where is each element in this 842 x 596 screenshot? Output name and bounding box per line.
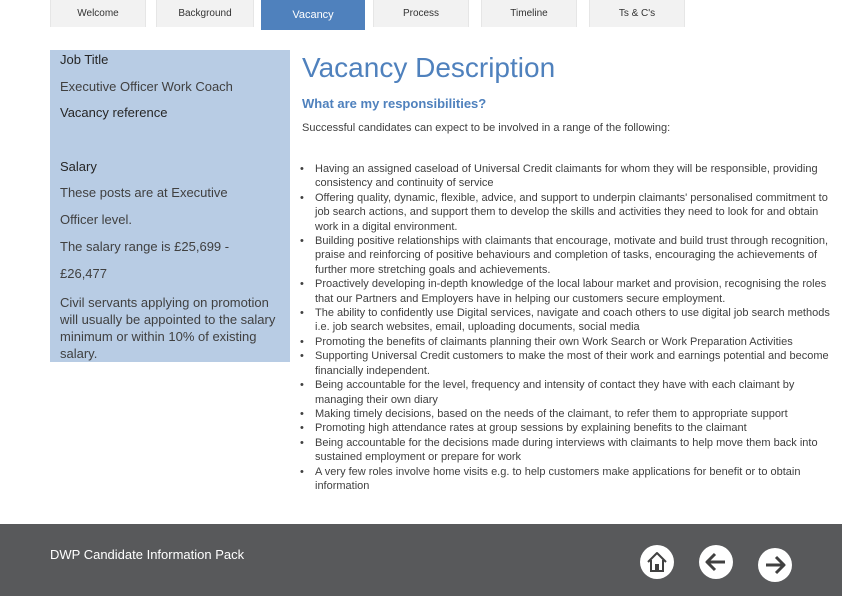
- vacancy-reference-heading: Vacancy reference: [60, 105, 168, 120]
- list-item: • Having an assigned caseload of Universal Credit claimants for whom they will be responsible, providing consistency and continuity of service: [297, 162, 832, 191]
- home-icon: [645, 550, 669, 574]
- promotion-salary-note: Civil servants applying on promotion will usually be appointed to the salary minimum or within 10% of existing salary.: [60, 295, 276, 361]
- responsibilities-list: [297, 162, 832, 493]
- list-item: • Being accountable for the level, frequency and intensity of contact they have with each claimant by managing their own diary: [297, 378, 832, 407]
- list-item: • Being accountable for the decisions made during interviews with claimants to help move them back into sustained employment or prepare for work: [297, 436, 832, 465]
- list-item: • The ability to confidently use Digital services, navigate and coach others to use digital job search methods i.e. job search websites, email, uploading documents, social media: [297, 306, 832, 335]
- home-button[interactable]: [640, 545, 674, 579]
- next-arrow-icon: [762, 552, 788, 578]
- responsibilities-heading: What are my responsibilities?: [302, 96, 487, 111]
- list-item: • Building positive relationships with claimants that encourage, motivate and build trust through recognition, praise and reinforcing of positive behaviours and completion of tasks, encouraging the achievements of further more stretching goals and achievements.: [297, 234, 832, 277]
- list-item: • Promoting the benefits of claimants planning their own Work Search or Work Preparation Activities: [297, 335, 832, 349]
- tab-terms-conditions[interactable]: Ts & C's: [589, 0, 685, 27]
- tab-process[interactable]: Process: [373, 0, 469, 27]
- page-title: Vacancy Description: [302, 52, 556, 83]
- tab-background[interactable]: Background: [156, 0, 254, 27]
- list-item: • Offering quality, dynamic, flexible, advice, and support to underpin claimants' personalised commitment to job search actions, and support them to develop the skills and activities they need to look for and obtain work in a digital environment.: [297, 191, 832, 234]
- salary-range-text: The salary range is £25,699 -: [60, 239, 230, 254]
- back-button[interactable]: [699, 545, 733, 579]
- list-item: • A very few roles involve home visits e.g. to help customers make applications for benefit or to obtain information: [297, 465, 832, 494]
- job-info-panel: [50, 50, 290, 362]
- list-item: • Proactively developing in-depth knowledge of the local labour market and provision, recognising the roles that our Partners and Employers have in helping our customers secure employment.: [297, 277, 832, 306]
- next-button[interactable]: [758, 548, 792, 582]
- footer-label: DWP Candidate Information Pack: [50, 547, 245, 562]
- tab-vacancy[interactable]: Vacancy: [261, 0, 365, 30]
- top-nav: [0, 0, 842, 30]
- job-title-heading: Job Title: [60, 52, 109, 67]
- salary-grade-text: These posts are at Executive: [60, 185, 228, 200]
- salary-grade-text-cont: Officer level.: [60, 212, 133, 227]
- back-arrow-icon: [703, 549, 729, 575]
- tab-timeline[interactable]: Timeline: [481, 0, 577, 27]
- salary-range-upper: £26,477: [60, 266, 107, 281]
- footer: [0, 524, 842, 596]
- list-item: • Making timely decisions, based on the needs of the claimant, to refer them to appropriate support: [297, 407, 832, 421]
- responsibilities-intro: Successful candidates can expect to be involved in a range of the following:: [302, 122, 671, 134]
- job-title-value: Executive Officer Work Coach: [60, 79, 233, 94]
- tab-welcome[interactable]: Welcome: [50, 0, 146, 27]
- list-item: • Promoting high attendance rates at group sessions by explaining benefits to the claimant: [297, 421, 832, 435]
- list-item: • Supporting Universal Credit customers to make the most of their work and earnings potential and become financially independent.: [297, 349, 832, 378]
- salary-heading: Salary: [60, 159, 97, 174]
